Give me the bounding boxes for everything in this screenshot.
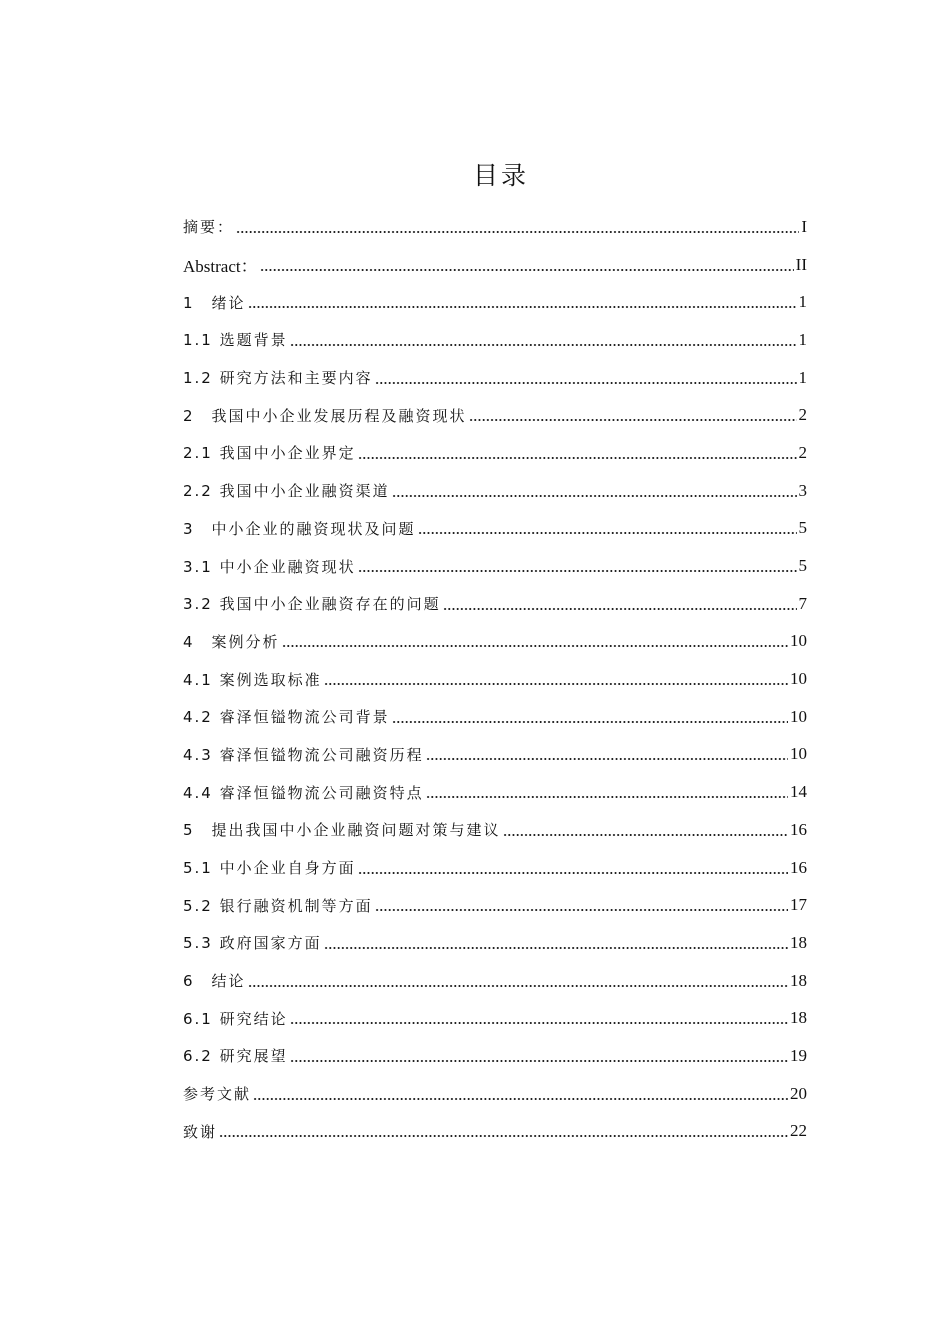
- toc-entry-label: Abstract：: [183, 257, 258, 277]
- dot-leader: [290, 1060, 788, 1062]
- toc-entry[interactable]: [183, 283, 807, 321]
- toc-entry-page-number: 7: [798, 593, 807, 613]
- dot-leader: [392, 721, 788, 723]
- toc-entry[interactable]: [183, 849, 807, 887]
- toc-entry-page-number: 14: [790, 782, 807, 802]
- toc-entry[interactable]: [183, 811, 807, 849]
- dot-leader: [418, 532, 797, 534]
- dot-leader: [290, 344, 797, 346]
- toc-entry[interactable]: [183, 434, 807, 472]
- toc-entry-page-number: 16: [790, 819, 807, 839]
- toc-entry[interactable]: [183, 698, 807, 736]
- toc-entry-label: 参考文献: [183, 1085, 252, 1104]
- dot-leader: [248, 985, 788, 987]
- toc-entry-page-number: 10: [790, 631, 807, 651]
- dot-leader: [260, 269, 794, 271]
- toc-entry-page-number: 16: [790, 857, 807, 877]
- toc-entry[interactable]: [183, 924, 807, 962]
- toc-entry-label: 1.1 选题背景: [183, 331, 288, 350]
- toc-entry-label: 2.2 我国中小企业融资渠道: [183, 482, 390, 501]
- toc-entry-page-number: 17: [790, 895, 807, 915]
- dot-leader: [358, 872, 788, 874]
- toc-entry[interactable]: [183, 736, 807, 774]
- dot-leader: [375, 909, 788, 911]
- dot-leader: [426, 796, 788, 798]
- dot-leader: [236, 231, 799, 233]
- dot-leader: [324, 947, 788, 949]
- toc-entry-label: 2 我国中小企业发展历程及融资现状: [183, 406, 467, 425]
- toc-entry[interactable]: [183, 547, 807, 585]
- toc-entry[interactable]: [183, 773, 807, 811]
- toc-entry-label: 6 结论: [183, 972, 246, 991]
- dot-leader: [324, 683, 788, 685]
- toc-entry-label: 4.2 睿泽恒镒物流公司背景: [183, 708, 390, 727]
- toc-entry-page-number: 18: [790, 932, 807, 952]
- toc-entry-label: 1.2 研究方法和主要内容: [183, 369, 373, 388]
- dot-leader: [358, 570, 797, 572]
- table-of-contents: [183, 208, 807, 1150]
- toc-entry-page-number: 22: [790, 1121, 807, 1141]
- toc-entry[interactable]: [183, 510, 807, 548]
- toc-entry[interactable]: [183, 585, 807, 623]
- toc-entry[interactable]: [183, 962, 807, 1000]
- toc-entry-label: 4.4 睿泽恒镒物流公司融资特点: [183, 783, 424, 802]
- toc-entry[interactable]: [183, 660, 807, 698]
- toc-entry-label: 致谢: [183, 1122, 218, 1141]
- dot-leader: [469, 419, 797, 421]
- dot-leader: [282, 645, 788, 647]
- toc-entry-label: 3 中小企业的融资现状及问题: [183, 519, 416, 538]
- toc-entry-label: 6.2 研究展望: [183, 1047, 288, 1066]
- toc-entry-page-number: 18: [790, 1008, 807, 1028]
- toc-entry[interactable]: [183, 999, 807, 1037]
- toc-entry[interactable]: [183, 1075, 807, 1113]
- dot-leader: [426, 758, 788, 760]
- toc-entry-label: 3.1 中小企业融资现状: [183, 557, 356, 576]
- toc-entry-page-number: 10: [790, 744, 807, 764]
- toc-entry-page-number: 1: [798, 329, 807, 349]
- toc-entry-label: 1 绪论: [183, 293, 246, 312]
- toc-entry[interactable]: [183, 472, 807, 510]
- toc-entry-label: 5.2 银行融资机制等方面: [183, 896, 373, 915]
- toc-entry-page-number: II: [795, 254, 807, 274]
- dot-leader: [392, 495, 797, 497]
- toc-entry[interactable]: [183, 246, 807, 284]
- toc-entry-label: 5.1 中小企业自身方面: [183, 859, 356, 878]
- toc-entry-label: 4.3 睿泽恒镒物流公司融资历程: [183, 745, 424, 764]
- toc-entry-page-number: 19: [790, 1045, 807, 1065]
- toc-entry-page-number: 3: [798, 480, 807, 500]
- toc-entry-page-number: 2: [798, 405, 807, 425]
- toc-entry-label: 5.3 政府国家方面: [183, 934, 322, 953]
- toc-entry-page-number: 5: [798, 518, 807, 538]
- dot-leader: [503, 834, 788, 836]
- dot-leader: [375, 382, 797, 384]
- toc-entry[interactable]: [183, 623, 807, 661]
- toc-entry-page-number: 10: [790, 669, 807, 689]
- dot-leader: [253, 1098, 788, 1100]
- toc-entry-page-number: 1: [798, 367, 807, 387]
- dot-leader: [358, 457, 797, 459]
- toc-entry-page-number: I: [801, 216, 807, 236]
- toc-entry-label: 2.1 我国中小企业界定: [183, 444, 356, 463]
- toc-entry[interactable]: [183, 359, 807, 397]
- toc-entry-label: 4.1 案例选取标准: [183, 670, 322, 689]
- toc-entry-label: 6.1 研究结论: [183, 1009, 288, 1028]
- toc-entry-label: 4 案例分析: [183, 632, 280, 651]
- toc-entry-page-number: 20: [790, 1083, 807, 1103]
- toc-entry-page-number: 5: [798, 556, 807, 576]
- toc-entry-page-number: 2: [798, 442, 807, 462]
- toc-entry[interactable]: [183, 396, 807, 434]
- dot-leader: [219, 1135, 788, 1137]
- toc-entry-page-number: 10: [790, 706, 807, 726]
- toc-entry-page-number: 1: [798, 292, 807, 312]
- dot-leader: [248, 306, 797, 308]
- toc-entry-page-number: 18: [790, 970, 807, 990]
- toc-entry[interactable]: [183, 1113, 807, 1151]
- page-title: 目录: [472, 161, 529, 190]
- toc-entry-label: 3.2 我国中小企业融资存在的问题: [183, 595, 441, 614]
- toc-entry-label: 5 提出我国中小企业融资问题对策与建议: [183, 821, 501, 840]
- dot-leader: [290, 1022, 788, 1024]
- dot-leader: [443, 608, 797, 610]
- toc-entry[interactable]: [183, 321, 807, 359]
- toc-entry[interactable]: [183, 208, 807, 246]
- toc-entry-label: 摘要：: [183, 218, 235, 237]
- toc-entry[interactable]: [183, 1037, 807, 1075]
- toc-entry[interactable]: [183, 886, 807, 924]
